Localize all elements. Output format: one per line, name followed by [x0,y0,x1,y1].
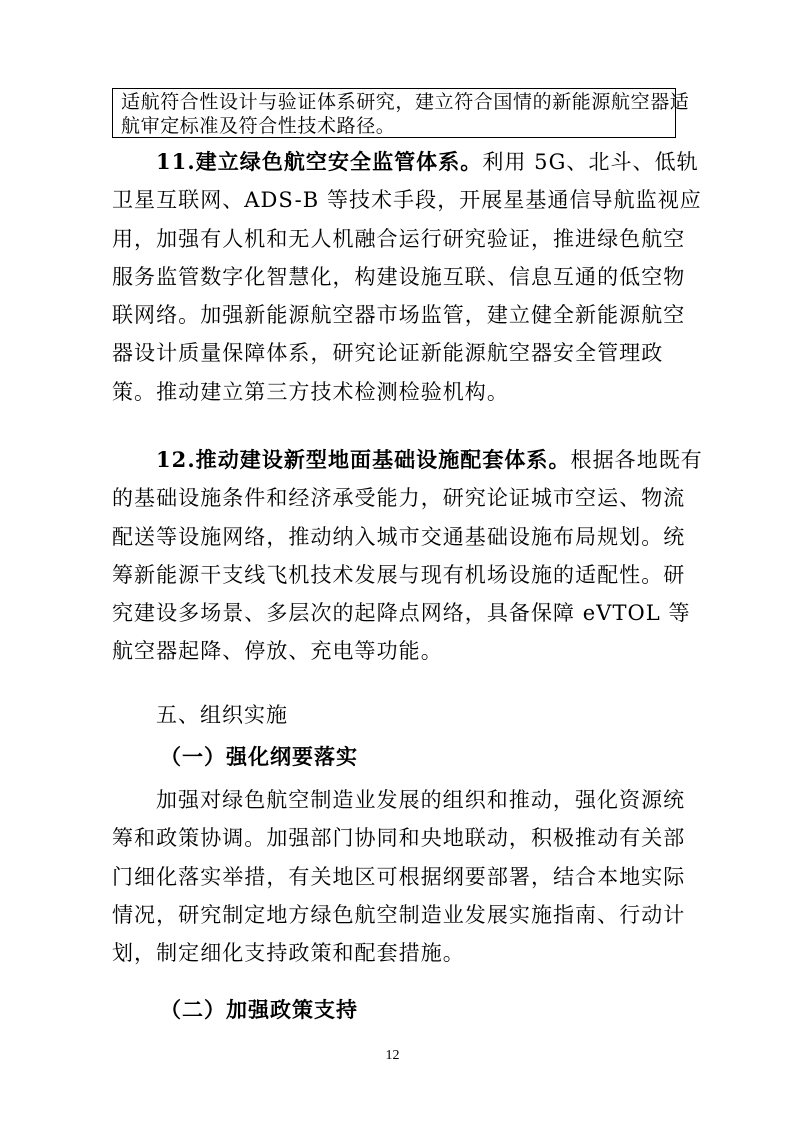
paragraph-line: 用，加强有人机和无人机融合运行研究验证，推进绿色航空 [112,226,686,251]
paragraph-line: 服务监管数字化智慧化，构建设施互联、信息互通的低空物 [112,264,686,289]
paragraph-line: 情况，研究制定地方绿色航空制造业发展实施指南、行动计 [112,902,686,927]
paragraph-line [112,143,699,181]
paragraph-text: 利用 5G、北斗、低轨 [482,150,699,174]
item-12-heading: 12.推动建设新型地面基础设施配套体系。 [156,447,571,472]
boxed-line: 适航符合性设计与验证体系研究，建立符合国情的新能源航空器适 [121,91,690,113]
paragraph-line: 的基础设施条件和经济承受能力，研究论证城市空运、物流 [112,486,686,511]
paragraph-line: 配送等设施网络，推动纳入城市交通基础设施布局规划。统 [112,524,686,549]
paragraph-item-11 [112,143,702,411]
paragraph-line: 卫星互联网、ADS-B 等技术手段，开展星基通信导航监视应 [112,188,702,213]
boxed-line: 航审定标准及符合性技术路径。 [121,115,396,137]
paragraph-line: 策。推动建立第三方技术检测检验机构。 [112,379,509,404]
subsection-heading: （二）加强政策支持 [160,997,358,1022]
paragraph-line: 门细化落实举措，有关地区可根据纲要部署，结合本地实际 [112,864,686,889]
paragraph-text: 加强对绿色航空制造业发展的组织和推动，强化资源统 [156,788,686,812]
paragraph-line: 筹和政策协调。加强部门协同和央地联动，积极推动有关部 [112,826,686,851]
paragraph-subsection-1 [112,781,686,972]
paragraph-item-12 [112,441,703,671]
paragraph-line: 筹新能源干支线飞机技术发展与现有机场设施的适配性。研 [112,562,686,587]
paragraph-line [112,441,703,479]
paragraph-line: 划，制定细化支持政策和配套措施。 [112,941,465,966]
paragraph-line: 联网络。加强新能源航空器市场监管，建立健全新能源航空 [112,303,686,328]
section-heading: 五、组织实施 [156,703,288,727]
boxed-text-continuation [112,88,690,138]
item-11-heading: 11.建立绿色航空安全监管体系。 [156,149,483,174]
page-number: 12 [385,1048,400,1063]
subsection-heading: （一）强化纲要落实 [160,744,358,769]
paragraph-text: 根据各地既有 [570,448,703,472]
paragraph-line: 器设计质量保障体系，研究论证新能源航空器安全管理政 [112,341,664,366]
paragraph-line: 航空器起降、停放、充电等功能。 [112,639,443,664]
paragraph-line: 究建设多场景、多层次的起降点网络，具备保障 eVTOL 等 [112,601,691,626]
paragraph-line [112,781,686,819]
